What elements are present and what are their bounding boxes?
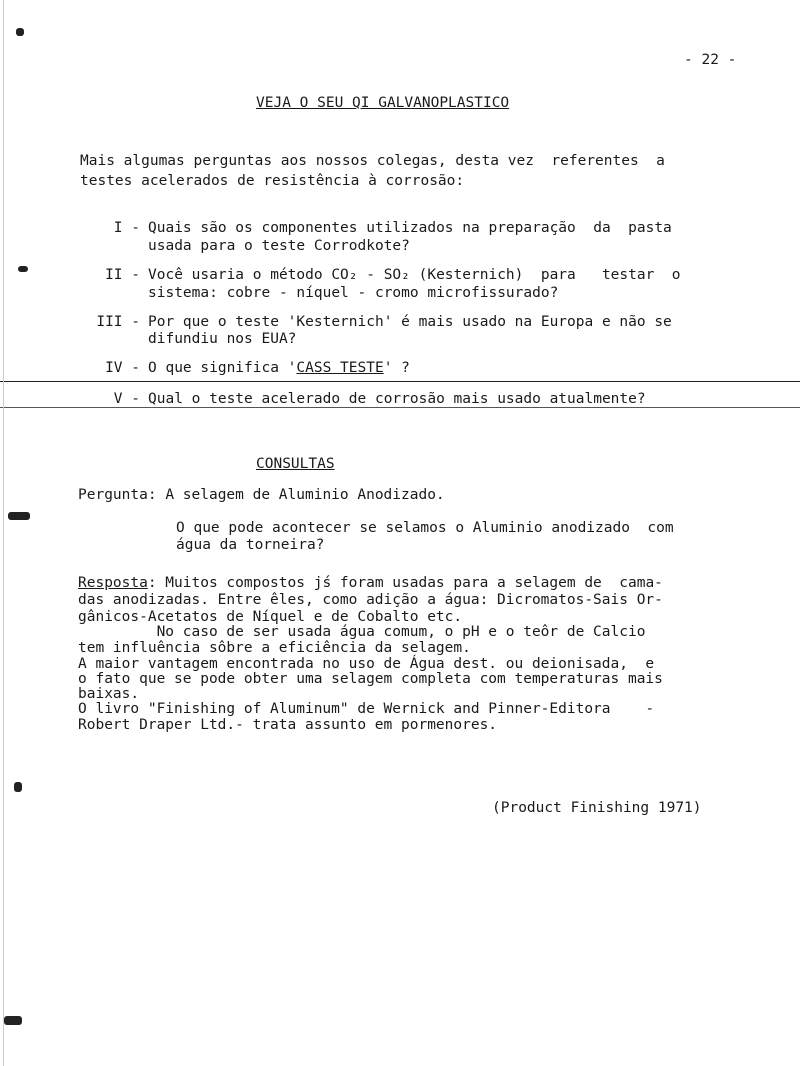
resposta-text: : Muitos compostos jś foram usadas para a selagem de cama- (147, 575, 663, 591)
scan-line-bottom (0, 407, 800, 408)
question-number: IV - (105, 360, 140, 376)
question-number: II - (105, 267, 140, 283)
question-number: I - (113, 220, 140, 236)
punch-mark (4, 1016, 22, 1025)
punch-mark (16, 28, 24, 36)
scan-line-top (0, 381, 800, 382)
question-number: III - (96, 314, 140, 330)
page-title: VEJA O SEU QI GALVANOPLASTICO (256, 95, 510, 111)
question-text-line-1: Qual o teste acelerado de corrosão mais usado atualmente? (148, 391, 646, 407)
question-text-line-2: usada para o teste Corrodkote? (148, 238, 410, 254)
resposta-line: o fato que se pode obter uma selagem completa com temperaturas mais (78, 671, 663, 687)
question-text-underlined: CASS TESTE (296, 360, 384, 376)
pergunta-detail-2: água da torneira? (176, 537, 325, 553)
question-text-line-1 (148, 360, 410, 376)
resposta-first-line (78, 575, 663, 591)
resposta-line: gânicos-Acetatos de Níquel e de Cobalto etc. (78, 609, 463, 625)
question-text-line-2: difundiu nos EUA? (148, 331, 297, 347)
pergunta-text: A selagem de Aluminio Anodizado. (165, 487, 445, 503)
punch-mark (18, 266, 28, 272)
resposta-line: Robert Draper Ltd.- trata assunto em pormenores. (78, 717, 498, 733)
question-number: V - (113, 391, 140, 407)
resposta-line: das anodizadas. Entre êles, como adição a água: Dicromatos-Sais Or- (78, 592, 663, 608)
pergunta-label: Pergunta: (78, 487, 157, 503)
intro-line-1: Mais algumas perguntas aos nossos colegas, desta vez referentes a (80, 153, 665, 169)
page-number: - 22 - (684, 52, 737, 68)
question-text-prefix: O que significa ' (148, 360, 297, 376)
pergunta-line (78, 487, 445, 503)
question-text-line-1: Você usaria o método CO₂ - SO₂ (Kesternich) para testar o (148, 267, 681, 283)
scan-edge (3, 0, 4, 1066)
consultas-heading: CONSULTAS (256, 456, 335, 472)
resposta-line: O livro "Finishing of Aluminum" de Wernick and Pinner-Editora - (78, 701, 655, 717)
punch-mark (8, 512, 30, 520)
punch-mark (14, 782, 22, 792)
resposta-label: Resposta (78, 575, 148, 591)
question-text-suffix: ' ? (383, 360, 410, 376)
intro-line-2: testes acelerados de resistência à corrosão: (80, 173, 465, 189)
question-text-line-1: Por que o teste 'Kesternich' é mais usado na Europa e não se (148, 314, 672, 330)
resposta-line: tem influência sôbre a eficiência da selagem. (78, 640, 471, 656)
resposta-line: baixas. (78, 686, 140, 702)
question-text-line-1: Quais são os componentes utilizados na preparação da pasta (148, 220, 672, 236)
question-text-line-2: sistema: cobre - níquel - cromo microfissurado? (148, 285, 559, 301)
source-citation: (Product Finishing 1971) (492, 800, 702, 816)
resposta-line: A maior vantagem encontrada no uso de Água dest. ou deionisada, e (78, 656, 655, 672)
pergunta-detail-1: O que pode acontecer se selamos o Aluminio anodizado com (176, 520, 674, 536)
resposta-line: No caso de ser usada água comum, o pH e o teôr de Calcio (78, 624, 646, 640)
